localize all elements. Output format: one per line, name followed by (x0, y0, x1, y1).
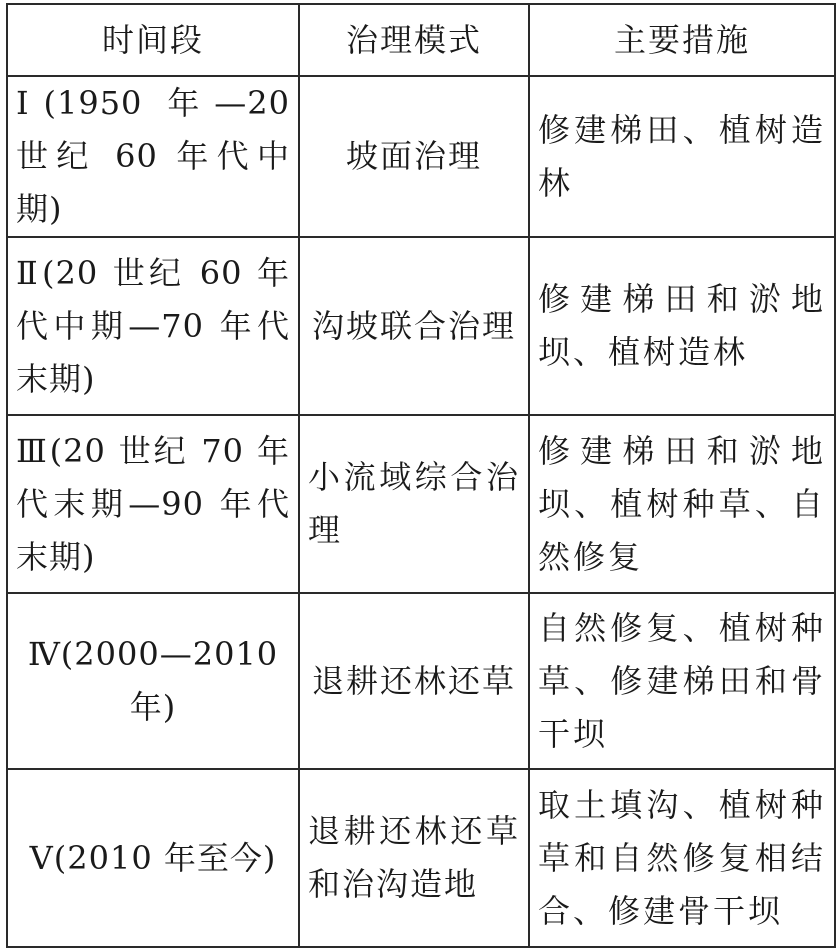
mode-cell: 坡面治理 (299, 76, 529, 237)
table-row (7, 593, 835, 769)
measures-cell: 修建梯田和淤地坝、植树种草、自然修复 (529, 415, 835, 593)
period-cell: Ⅳ(2000—2010 年) (7, 593, 299, 769)
mode-cell: 退耕还林还草和治沟造地 (299, 769, 529, 947)
header-period: 时间段 (7, 4, 299, 76)
measures-cell: 取土填沟、植树种草和自然修复相结合、修建骨干坝 (529, 769, 835, 947)
mode-cell: 沟坡联合治理 (299, 237, 529, 415)
table-row (7, 415, 835, 593)
header-measures: 主要措施 (529, 4, 835, 76)
mode-cell: 退耕还林还草 (299, 593, 529, 769)
table-header-row (7, 4, 835, 76)
header-mode: 治理模式 (299, 4, 529, 76)
period-cell: Ⅴ(2010 年至今) (7, 769, 299, 947)
measures-cell: 自然修复、植树种草、修建梯田和骨干坝 (529, 593, 835, 769)
measures-cell: 修建梯田、植树造林 (529, 76, 835, 237)
table-row (7, 769, 835, 947)
mode-cell: 小流域综合治理 (299, 415, 529, 593)
governance-table (6, 3, 836, 948)
table-row (7, 76, 835, 237)
table-row (7, 237, 835, 415)
measures-cell: 修建梯田和淤地坝、植树造林 (529, 237, 835, 415)
period-cell: Ⅲ(20 世纪 70 年代末期—90 年代末期) (7, 415, 299, 593)
period-cell: Ⅱ(20 世纪 60 年代中期—70 年代末期) (7, 237, 299, 415)
period-cell: Ⅰ(1950 年—20 世纪 60 年代中期) (7, 76, 299, 237)
